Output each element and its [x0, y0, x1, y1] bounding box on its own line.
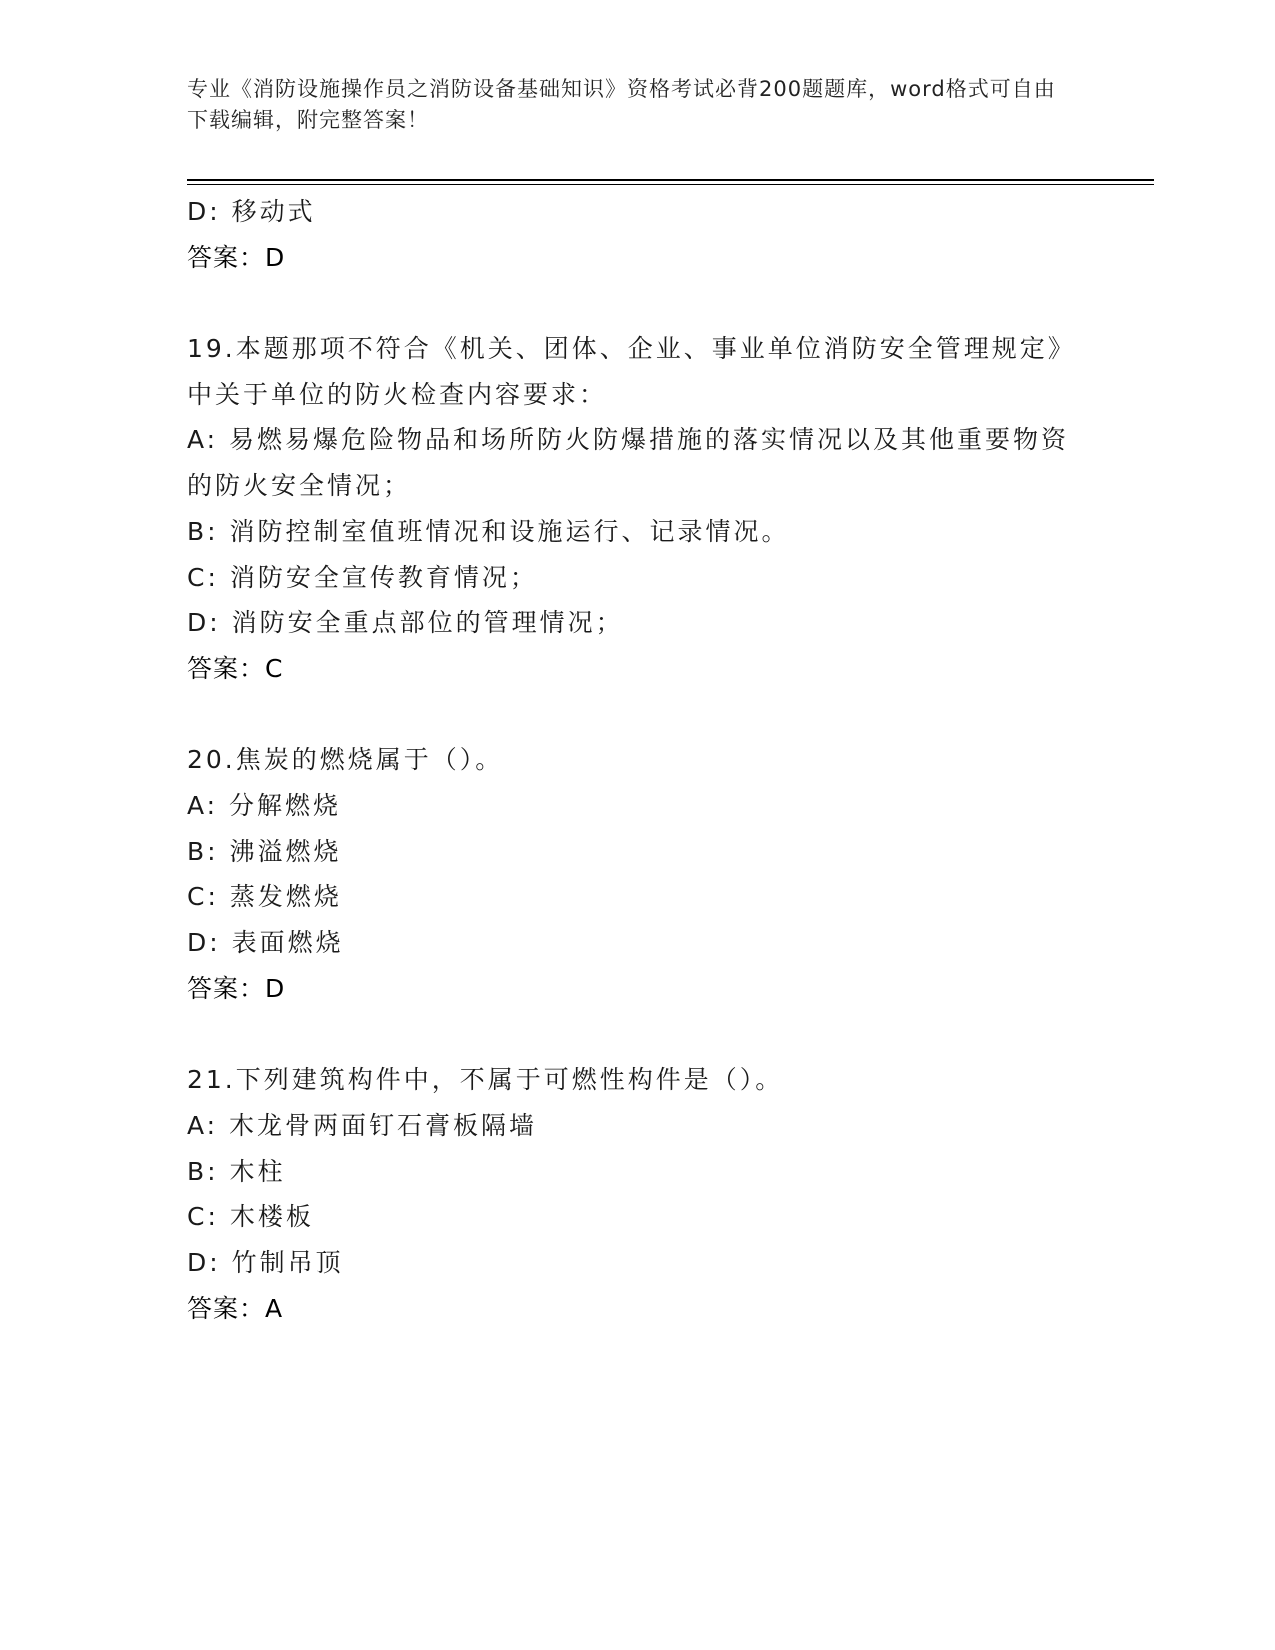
answer-line: 答案：D: [187, 973, 286, 1003]
question-stem: 21.下列建筑构件中，不属于可燃性构件是（）。: [187, 1065, 784, 1095]
option-d: D: 表面燃烧: [187, 928, 344, 958]
question-19: [187, 326, 1087, 692]
option-d: D: 消防安全重点部位的管理情况；: [187, 608, 624, 638]
option-c: C: 木楼板: [187, 1202, 314, 1232]
option-a: A: 分解燃烧: [187, 791, 342, 820]
option-a: A: 木龙骨两面钉石膏板隔墙: [187, 1110, 538, 1140]
header-divider: [187, 179, 1154, 185]
answer-line: 答案：D: [187, 242, 286, 272]
spacer: [187, 280, 1087, 326]
page-header-text: 专业《消防设施操作员之消防设备基础知识》资格考试必背200题题库，word格式可自由下载编辑，附完整答案！: [187, 77, 1056, 132]
option-d: D: 移动式: [187, 197, 316, 226]
answer-line: 答案：C: [187, 653, 284, 683]
question-stem: 19.本题那项不符合《机关、团体、企业、事业单位消防安全管理规定》中关于单位的防火检查内容要求：: [187, 334, 1076, 409]
question-list: [187, 189, 1087, 1331]
answer-line: 答案：A: [187, 1293, 284, 1323]
option-c: C: 蒸发燃烧: [187, 882, 342, 912]
option-b: B: 沸溢燃烧: [187, 836, 342, 866]
option-a: A: 易燃易爆危险物品和场所防火防爆措施的落实情况以及其他重要物资的防火安全情况；: [187, 425, 1070, 501]
spacer: [187, 1011, 1087, 1057]
question-stem: 20.焦炭的燃烧属于（）。: [187, 745, 504, 775]
option-b: B: 木柱: [187, 1156, 286, 1186]
option-c: C: 消防安全宣传教育情况；: [187, 562, 538, 592]
spacer: [187, 692, 1087, 738]
question-21: [187, 1057, 1087, 1331]
option-b: B: 消防控制室值班情况和设施运行、记录情况。: [187, 516, 790, 546]
option-d: D: 竹制吊顶: [187, 1247, 344, 1277]
question-20: [187, 737, 1087, 1011]
